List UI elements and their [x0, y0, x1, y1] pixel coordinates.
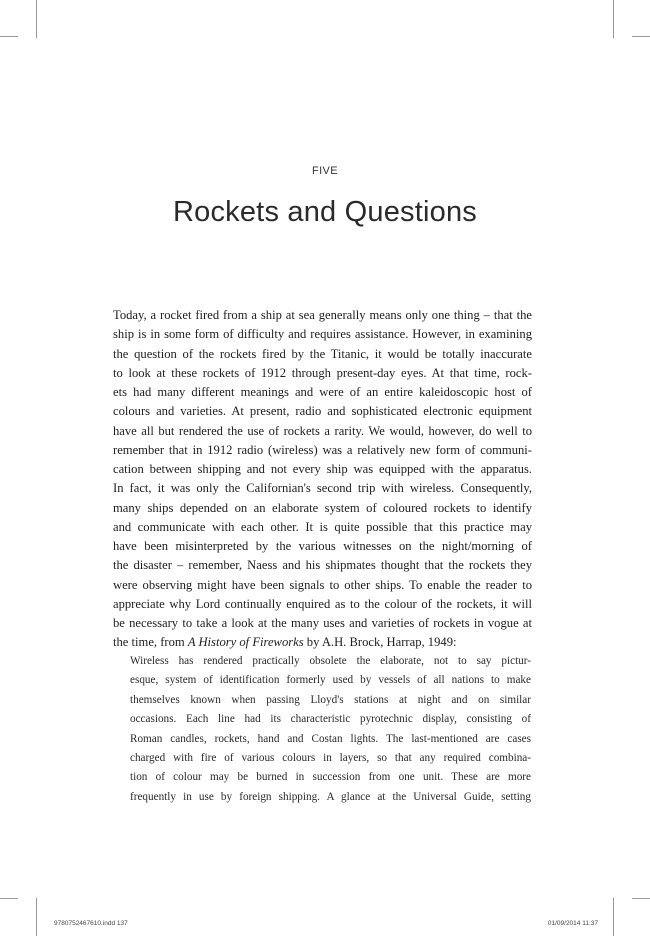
body-line: be necessary to take a look at the many uses and varieties of rockets in vogue at	[113, 616, 532, 630]
quote-line: frequently in use by foreign shipping. A glance at the Universal Guide, setting	[130, 790, 531, 803]
quote-line: Roman candles, rockets, hand and Costan lights. The last-mentioned are cases	[130, 732, 531, 745]
quote-line: esque, system of identification formerly used by vessels of all nations to make	[130, 674, 531, 687]
body-line: and communicate with each other. It is quite possible that this practice may	[113, 519, 532, 534]
footer-file-info: 9780752467610.indd 137	[54, 920, 128, 927]
crop-mark-top-left	[36, 0, 37, 38]
body-line: ship is in some form of difficulty and requires assistance. However, in examining	[113, 327, 532, 342]
body-line: In fact, it was only the Californian's second trip with wireless. Consequently,	[113, 481, 532, 496]
block-quote	[130, 652, 531, 807]
body-line: the question of the rockets fired by the Titanic, it would be totally inaccurate	[113, 346, 532, 361]
body-line: have all but rendered the use of rockets a rarity. We would, however, do well to	[113, 423, 532, 438]
body-line: have been misinterpreted by the various witnesses on the night/morning of	[113, 539, 532, 553]
body-line: Today, a rocket fired from a ship at sea generally means only one thing – that the	[113, 308, 532, 322]
crop-mark-top-right-h	[632, 36, 650, 37]
body-last-after: by A.H. Brock, Harrap, 1949:	[303, 635, 457, 650]
quote-line: Wireless has rendered practically obsolete the elaborate, not to say pictur-	[130, 655, 531, 667]
body-paragraph	[113, 306, 532, 653]
body-line-last	[113, 633, 532, 652]
body-line: to look at these rockets of 1912 through present-day eyes. At that time, rock-	[113, 365, 532, 380]
crop-mark-bottom-right-h	[632, 898, 650, 899]
crop-mark-bottom-left	[36, 898, 37, 936]
crop-mark-top-left-h	[0, 36, 18, 37]
body-line: were observing might have been signals to other ships. To enable the reader to	[113, 577, 532, 592]
quote-line: tion of colour may be burned in succession from one unit. These are more	[130, 771, 531, 784]
body-line: many ships depended on an elaborate system of coloured rockets to identify	[113, 500, 532, 515]
body-line: appreciate why Lord continually enquired as to the colour of the rockets, it will	[113, 596, 532, 611]
body-line: the disaster – remember, Naess and his shipmates thought that the rockets they	[113, 558, 532, 573]
chapter-label: FIVE	[311, 165, 339, 177]
book-title-citation: A History of Fireworks	[187, 635, 304, 650]
quote-line: occasions. Each line had its characteristic pyrotechnic display, consisting of	[130, 713, 531, 726]
body-line: cation between shipping and not every ship was equipped with the apparatus.	[113, 462, 532, 476]
crop-mark-bottom-right	[613, 898, 614, 936]
body-line: colours and varieties. At present, radio and sophisticated electronic equipment	[113, 404, 532, 419]
crop-mark-top-right	[613, 0, 614, 38]
footer-datetime: 01/09/2014 11:37	[547, 920, 598, 927]
body-line: ets had many different meanings and were of an entire kaleidoscopic host of	[113, 385, 532, 399]
quote-line: charged with fire of various colours in layers, so that any required combina-	[130, 752, 531, 765]
crop-mark-bottom-left-h	[0, 898, 18, 899]
body-line: remember that in 1912 radio (wireless) was a relatively new form of communi-	[113, 442, 532, 457]
quote-line: themselves known when passing Lloyd's stations at night and on similar	[130, 693, 531, 706]
chapter-title: Rockets and Questions	[172, 196, 478, 228]
body-last-before: the time, from	[113, 635, 188, 650]
